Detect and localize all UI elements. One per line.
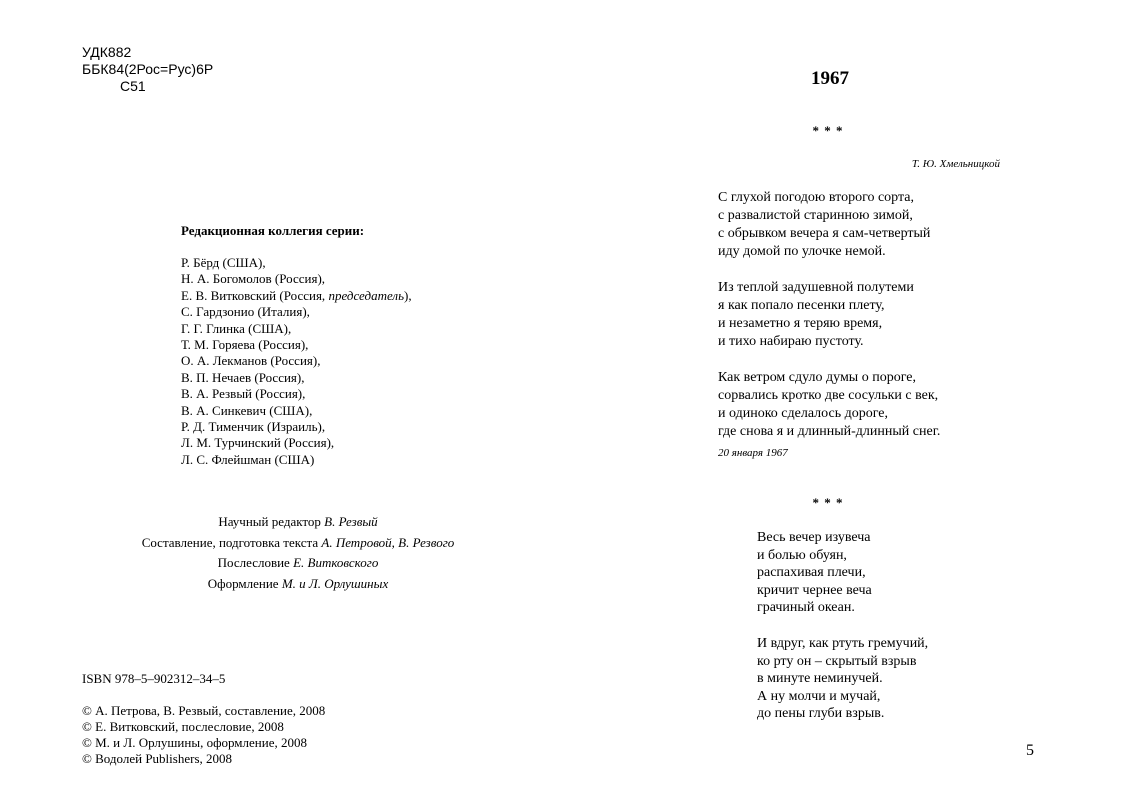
board-member: В. П. Нечаев (Россия),	[181, 369, 305, 385]
poem-date: 20 января 1967	[718, 447, 788, 459]
credit-names: А. Петровой, В. Резвого	[321, 534, 455, 550]
board-member: Р. Бёрд (США),	[181, 255, 266, 270]
credit-names: В. Резвый	[324, 514, 378, 529]
poem-separator-stars: * * *	[812, 123, 844, 138]
board-member: Р. Д. Тименчик (Израиль),	[181, 419, 326, 435]
poem-2	[757, 529, 928, 741]
credit-names: Е. Витковского	[293, 555, 379, 570]
bbk-code: ББК84(2Рос=Рус)6Р	[82, 61, 214, 77]
isbn: ISBN 978–5–902312–34–5	[82, 671, 226, 686]
copyright-line: © Е. Витковский, послесловие, 2008	[82, 719, 284, 734]
stanza	[757, 635, 928, 723]
verse-line: и тихо набираю пустоту.	[718, 334, 864, 349]
poem-dedication: Т. Ю. Хмельницкой	[911, 158, 1000, 170]
verse-line: с обрывком вечера я сам-четвертый	[718, 226, 931, 241]
verse-line: Как ветром сдуло думы о пороге,	[718, 370, 916, 385]
verse-line: кричит чернее веча	[757, 582, 872, 598]
board-member: С. Гардзонио (Италия),	[181, 304, 310, 320]
board-member: В. А. Синкевич (США),	[181, 402, 313, 418]
verse-line: иду домой по улочке немой.	[718, 244, 886, 259]
verse-line: я как попало песенки плету,	[718, 298, 885, 313]
board-heading: Редакционная коллегия серии:	[181, 223, 365, 238]
board-member: В. А. Резвый (Россия),	[181, 386, 306, 402]
year-heading: 1967	[811, 68, 849, 89]
board-member-chair	[181, 288, 412, 304]
credit-line	[98, 553, 498, 574]
stanza	[718, 369, 940, 441]
verse-line: распахивая плечи,	[757, 565, 866, 581]
udk-code: УДК882	[82, 44, 132, 60]
board-member: О. А. Лекманов (Россия),	[181, 353, 321, 369]
board-list	[181, 255, 412, 468]
copyright-line: © Водолей Publishers, 2008	[82, 751, 233, 766]
verse-line: С глухой погодою второго сорта,	[718, 190, 914, 205]
credit-label: Научный редактор	[218, 514, 325, 529]
stanza	[718, 279, 940, 351]
credit-names: М. и Л. Орлушиных	[281, 575, 389, 591]
verse-line: в минуте неминучей.	[757, 671, 883, 687]
verse-line: и незаметно я теряю время,	[718, 316, 883, 331]
poem-1	[718, 189, 940, 459]
board-member: Г. Г. Глинка (США),	[181, 320, 292, 336]
classification-block	[82, 44, 213, 95]
credit-line	[98, 574, 498, 595]
page-number: 5	[1026, 742, 1034, 759]
verse-line: ко рту он – скрытый взрыв	[757, 653, 917, 669]
verse-line: И вдруг, как ртуть гремучий,	[757, 635, 929, 651]
author-mark: С51	[120, 78, 146, 94]
board-member: Л. С. Флейшман (США)	[181, 451, 315, 467]
verse-line: сорвались кротко две сосульки с век,	[718, 388, 939, 403]
verse-line: и одиноко сделалось дороге,	[718, 406, 888, 421]
credit-label: Оформление	[207, 575, 282, 591]
verse-line: и болью обуян,	[757, 547, 847, 563]
verse-line: грачиный океан.	[757, 600, 855, 616]
verse-line: где снова я и длинный-длинный снег.	[718, 424, 941, 439]
verse-line: до пены глуби взрыв.	[757, 706, 885, 722]
verse-line: с развалистой старинною зимой,	[718, 208, 913, 223]
credit-label: Послесловие	[217, 555, 294, 570]
stanza	[718, 189, 940, 261]
board-member-name: Е. В. Витковский (Россия,	[181, 287, 329, 303]
board-member: Т. М. Горяева (Россия),	[181, 337, 309, 353]
verse-line: Весь вечер изувеча	[757, 530, 871, 545]
verse-line: Из теплой задушевной полутеми	[718, 280, 914, 295]
copyright-line: © М. и Л. Орлушины, оформление, 2008	[82, 735, 307, 750]
poem-separator-stars: * * *	[812, 495, 844, 510]
board-member: Н. А. Богомолов (Россия),	[181, 271, 326, 287]
chair-tail: ),	[404, 287, 412, 303]
board-member: Л. М. Турчинский (Россия),	[181, 435, 335, 451]
stanza	[757, 529, 928, 617]
credits-block	[98, 512, 498, 594]
credit-line	[98, 512, 498, 533]
copyright-line: © А. Петрова, В. Резвый, составление, 2008	[82, 703, 326, 718]
credit-line	[98, 533, 498, 554]
verse-line: А ну молчи и мучай,	[757, 688, 881, 704]
chair-role: председатель	[328, 287, 404, 303]
copyright-block	[82, 703, 325, 767]
credit-label: Составление, подготовка текста	[141, 534, 322, 550]
